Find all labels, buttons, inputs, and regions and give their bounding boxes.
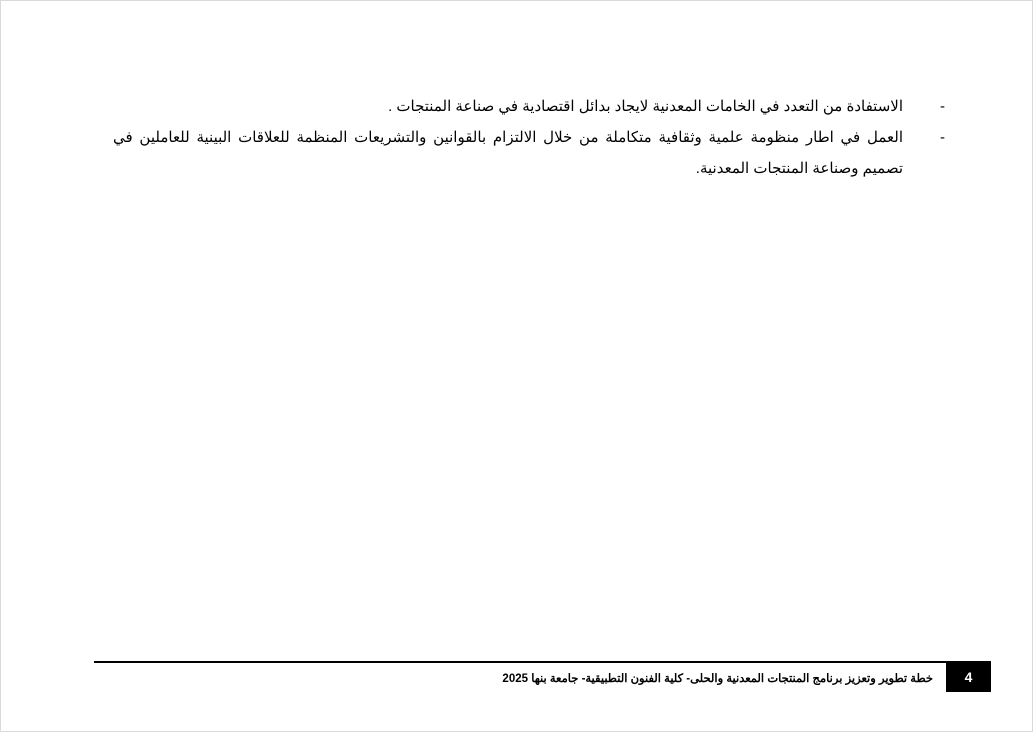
page-number: 4 [946, 662, 991, 692]
footer-divider [94, 661, 991, 663]
bullet-text: الاستفادة من التعدد في الخامات المعدنية لايجاد بدائل اقتصادية في صناعة المنتجات . [388, 98, 903, 115]
bullet-marker: - [940, 129, 945, 146]
bullet-text: العمل في اطار منظومة علمية وثقافية متكاملة من خلال الالتزام بالقوانين والتشريعات المنظمة للعلاقات البينية للعاملين في تصميم وصناعة المنتجات المعدنية. [113, 129, 903, 177]
footer-text: خطة تطوير وتعزيز برنامج المنتجات المعدنية والحلى- كلية الفنون التطبيقية- جامعة بنها 2025 [502, 673, 933, 685]
bullet-item [113, 91, 945, 122]
bullet-marker: - [940, 98, 945, 115]
page-content [113, 91, 945, 184]
bullet-item [113, 122, 945, 184]
